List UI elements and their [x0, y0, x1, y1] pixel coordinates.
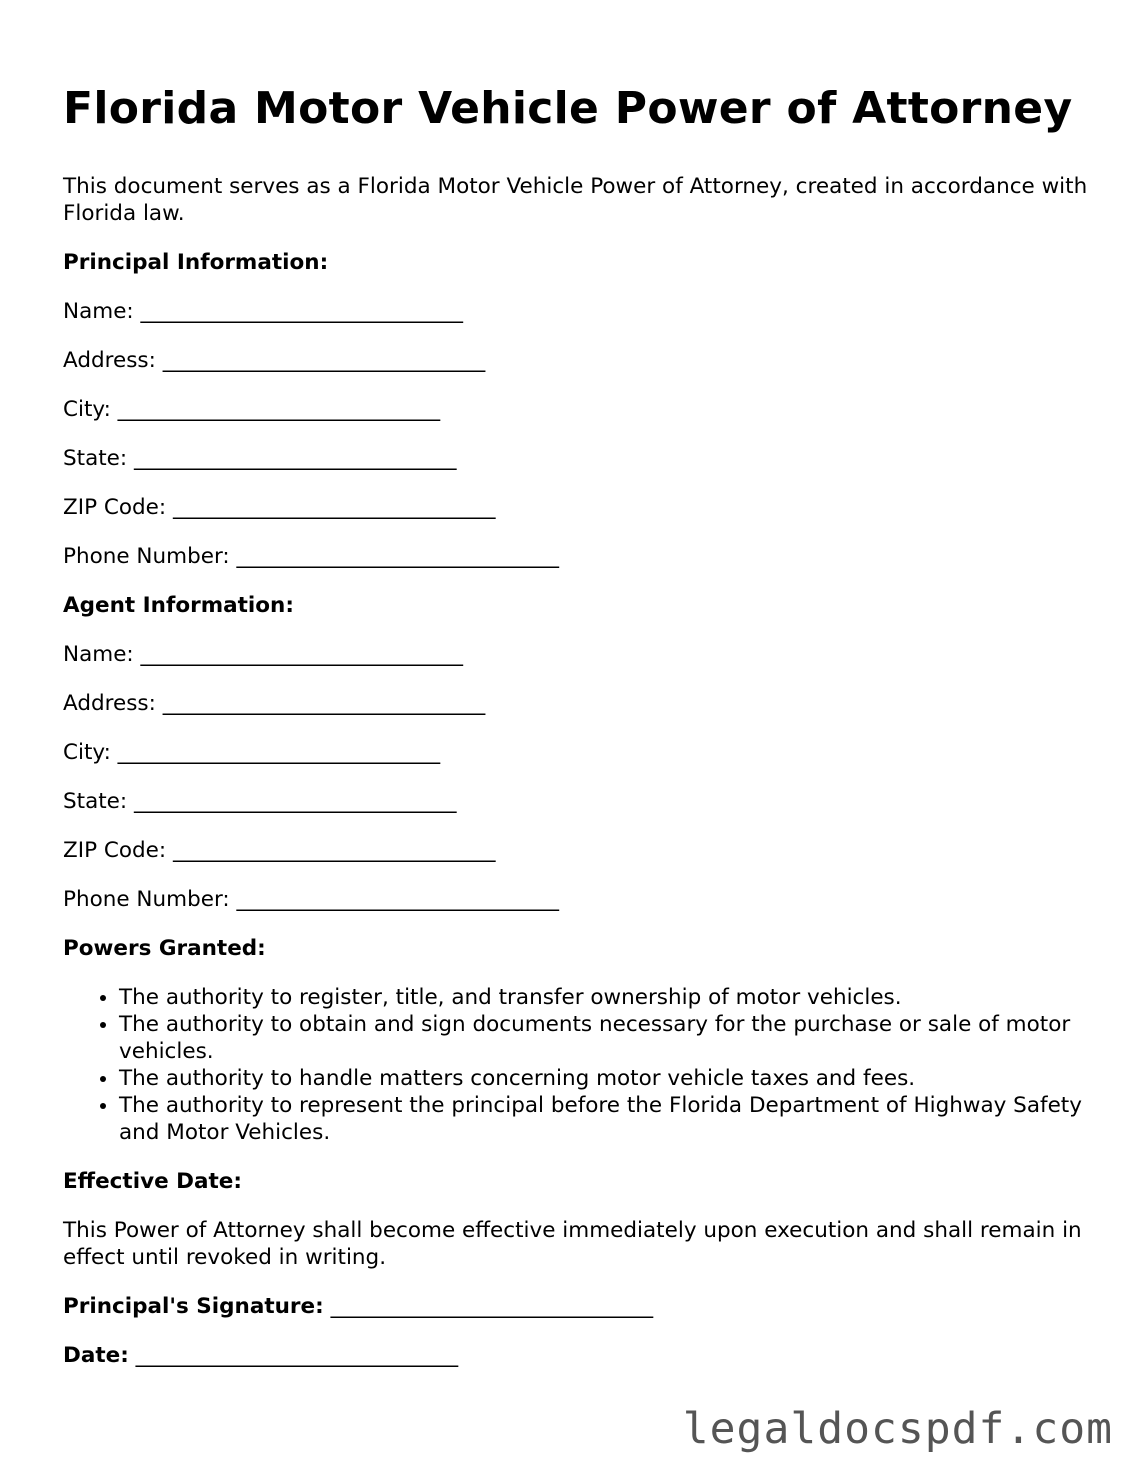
fill-in-blank: ______________________________	[330, 1294, 654, 1319]
principal-zip-field	[63, 494, 1093, 521]
field-label: Phone Number:	[63, 544, 230, 569]
intro-paragraph: This document serves as a Florida Motor Vehicle Power of Attorney, created in accordance with Florida law.	[63, 174, 1088, 226]
fill-in-blank: ______________________________	[236, 544, 560, 569]
list-item: • The authority to register, title, and transfer ownership of motor vehicles.	[119, 984, 1093, 1011]
list-item: • The authority to obtain and sign documents necessary for the purchase or sale of motor vehicles.	[119, 1011, 1093, 1065]
principal-name-field	[63, 298, 1093, 325]
agent-info-heading: Agent Information:	[63, 593, 294, 618]
field-label: Name:	[63, 299, 134, 324]
fill-in-blank: ______________________________	[173, 495, 496, 520]
field-label: ZIP Code:	[63, 495, 167, 520]
fill-in-blank: ______________________________	[135, 1343, 459, 1368]
fill-in-blank: ______________________________	[162, 691, 486, 716]
fill-in-blank: ______________________________	[162, 348, 486, 373]
agent-address-field	[63, 690, 1093, 717]
fill-in-blank: ______________________________	[173, 838, 496, 863]
effective-date-heading: Effective Date:	[63, 1169, 242, 1194]
principal-state-field	[63, 445, 1093, 472]
field-label: City:	[63, 397, 111, 422]
date-label: Date:	[63, 1343, 129, 1368]
fill-in-blank: ______________________________	[134, 789, 457, 814]
document-title: Florida Motor Vehicle Power of Attorney	[63, 83, 1073, 134]
principal-signature-line	[63, 1293, 1093, 1320]
field-label: Phone Number:	[63, 887, 230, 912]
fill-in-blank: ______________________________	[140, 299, 464, 324]
field-label: ZIP Code:	[63, 838, 167, 863]
principal-info-heading: Principal Information:	[63, 250, 329, 275]
fill-in-blank: ______________________________	[117, 397, 441, 422]
field-label: Name:	[63, 642, 134, 667]
agent-phone-field	[63, 886, 1093, 913]
powers-list	[63, 984, 1093, 1146]
agent-zip-field	[63, 837, 1093, 864]
field-label: State:	[63, 446, 128, 471]
list-item: • The authority to handle matters concerning motor vehicle taxes and fees.	[119, 1065, 1093, 1092]
fill-in-blank: ______________________________	[236, 887, 560, 912]
date-line	[63, 1342, 1093, 1369]
agent-name-field	[63, 641, 1093, 668]
field-label: State:	[63, 789, 128, 814]
field-label: Address:	[63, 348, 156, 373]
agent-city-field	[63, 739, 1093, 766]
fill-in-blank: ______________________________	[134, 446, 457, 471]
field-label: Address:	[63, 691, 156, 716]
agent-state-field	[63, 788, 1093, 815]
effective-date-paragraph: This Power of Attorney shall become effective immediately upon execution and shall remain in effect until revoked in writing.	[63, 1218, 1082, 1270]
document-page	[63, 82, 1093, 1369]
powers-granted-heading: Powers Granted:	[63, 936, 266, 961]
principal-phone-field	[63, 543, 1093, 570]
list-item: • The authority to represent the principal before the Florida Department of Highway Safety and Motor Vehicles.	[119, 1092, 1093, 1146]
fill-in-blank: ______________________________	[117, 740, 441, 765]
signature-label: Principal's Signature:	[63, 1294, 324, 1319]
fill-in-blank: ______________________________	[140, 642, 464, 667]
principal-address-field	[63, 347, 1093, 374]
principal-city-field	[63, 396, 1093, 423]
watermark-text: legaldocspdf.com	[682, 1404, 1113, 1454]
field-label: City:	[63, 740, 111, 765]
